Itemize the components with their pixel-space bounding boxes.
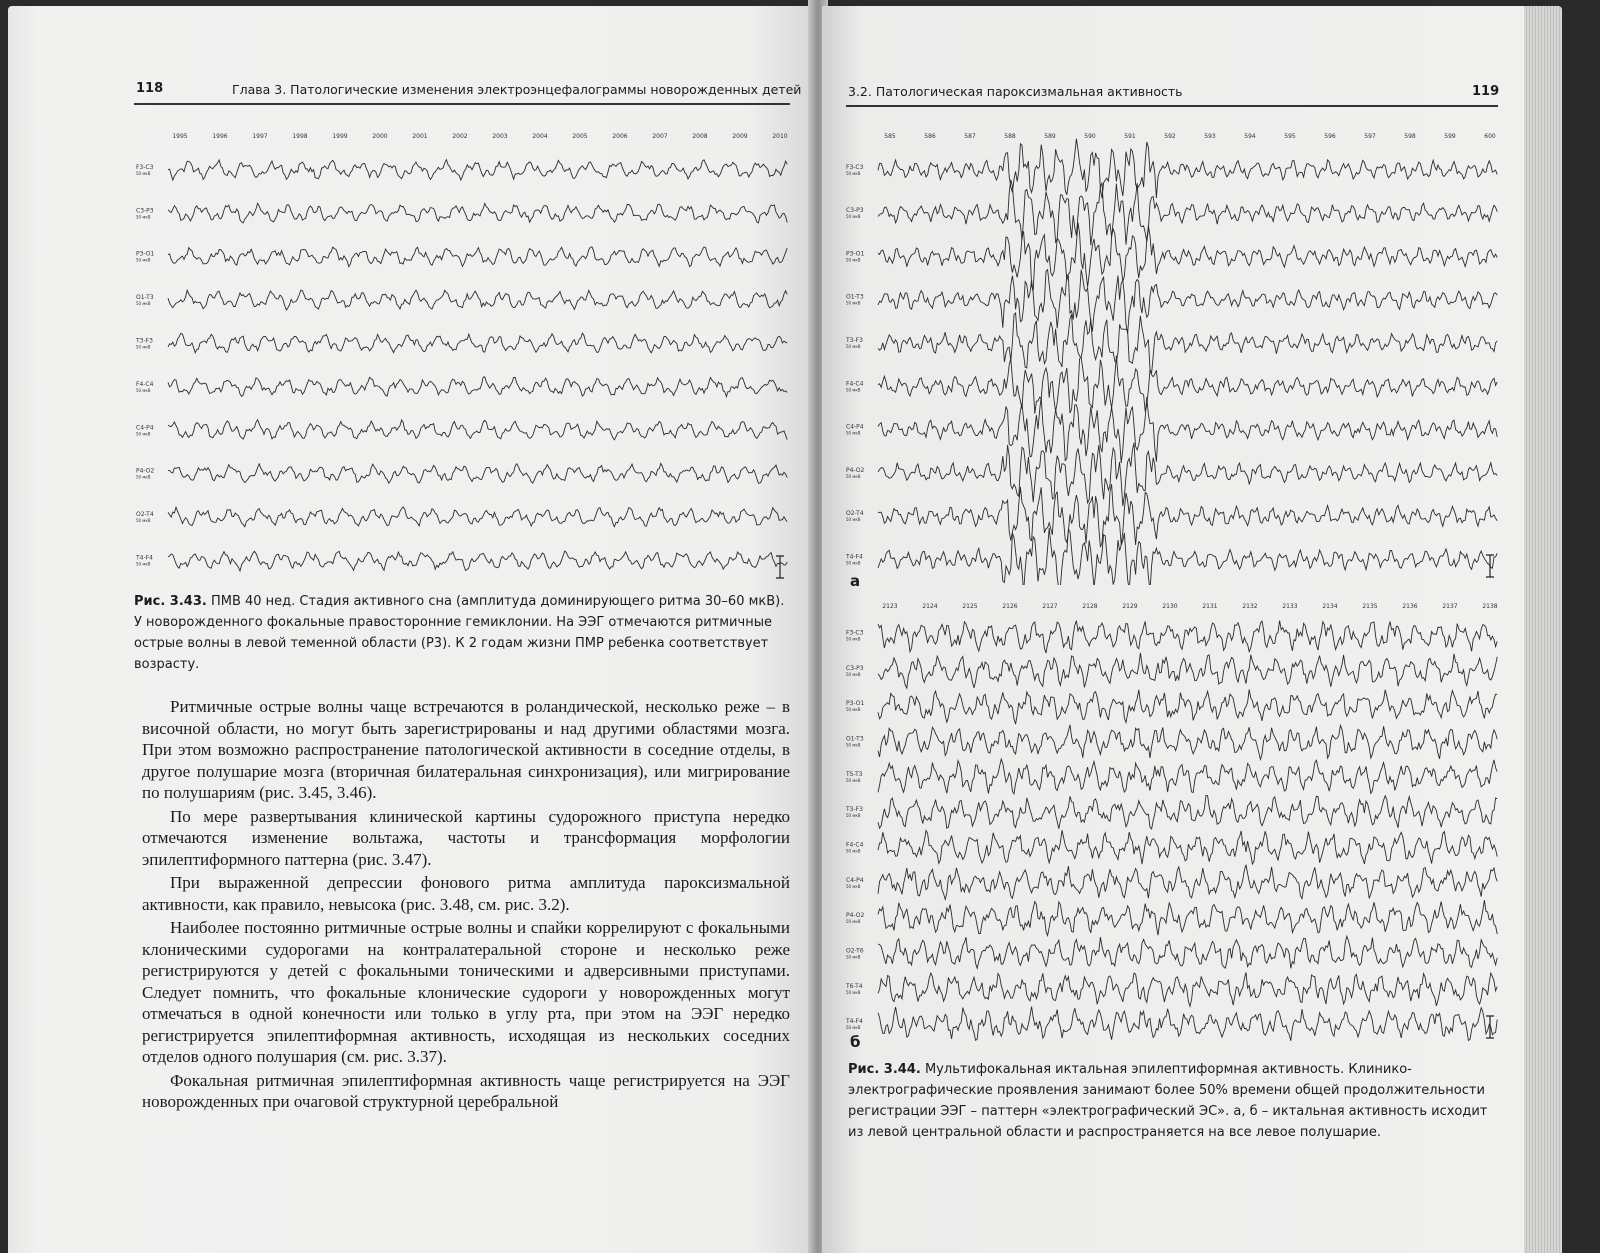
time-tick-label: 1995 (172, 133, 188, 140)
channel-scale: 50 мкВ (846, 919, 861, 925)
channel-label: O2-T6 (846, 947, 864, 955)
time-tick-label: 1997 (252, 133, 268, 140)
time-tick-label: 2009 (732, 133, 748, 140)
eeg-trace (878, 139, 1497, 198)
eeg-figure-3-44a (844, 130, 1504, 585)
eeg-trace (878, 528, 1497, 585)
time-tick-label: 593 (1204, 133, 1216, 140)
time-tick-label: 2133 (1282, 603, 1298, 610)
channel-scale: 50 мкВ (846, 813, 861, 819)
time-tick-label: 2010 (772, 133, 788, 140)
channel-label: C3-P3 (846, 664, 864, 672)
channel-scale: 50 мкВ (136, 170, 151, 176)
time-tick-label: 598 (1404, 133, 1416, 140)
eeg-svg (844, 600, 1504, 1046)
time-tick-label: 599 (1444, 133, 1456, 140)
eeg-figure-3-43 (134, 130, 794, 586)
panel-label-b: б (850, 1033, 861, 1051)
channel-label: F4-C4 (136, 380, 154, 388)
channel-label: T3-F3 (846, 806, 863, 814)
eeg-trace (878, 689, 1497, 724)
caption-label: Рис. 3.44. (848, 1062, 921, 1077)
caption-text: Мультифокальная иктальная эпилептиформная активность. Клинико-электрографические проявления занимают более 50% времени общей продолжительности регистрации ЭЭГ – паттерн «электрографический ЭС». а, б – иктальная активность исходит из левой центральной области и распространяется на все левое полушарие. (848, 1062, 1488, 1140)
time-tick-label: 585 (884, 133, 896, 140)
channel-label: P4-O2 (136, 467, 155, 475)
time-tick-label: 2006 (612, 133, 628, 140)
channel-label: O2-T4 (846, 510, 864, 518)
channel-label: F3-C3 (136, 163, 154, 171)
time-tick-label: 596 (1324, 133, 1336, 140)
channel-scale: 50 мкВ (136, 387, 151, 393)
channel-scale: 50 мкВ (846, 954, 861, 960)
eeg-trace (878, 795, 1497, 829)
eeg-trace (168, 203, 787, 223)
channel-scale: 50 мкВ (846, 257, 861, 263)
time-tick-label: 2001 (412, 133, 428, 140)
channel-scale: 50 мкВ (136, 518, 151, 524)
time-tick-label: 2127 (1042, 603, 1058, 610)
channel-scale: 50 мкВ (846, 707, 861, 713)
channel-scale: 50 мкВ (846, 560, 861, 566)
channel-label: C4-P4 (846, 423, 864, 431)
paragraph: Наиболее постоянно ритмичные острые волны и спайки коррелируют с фокальными клоническими судорогами на контралатеральной стороне и несколько реже регистрируются у детей с фокальными тоническими и адверсивными приступами. Следует помнить, что фокальные клонические судороги у новорожденных могут отмечаться в одной конечности или только в углу рта, при этом на ЭЭГ нередко регистрируется эпилептиформная активность, исходящая из нескольких соседних отделов одного полушария (см. рис. 3.37). (142, 918, 790, 1066)
eeg-svg (844, 130, 1504, 585)
time-tick-label: 2125 (962, 603, 978, 610)
channel-scale: 50 мкВ (846, 473, 861, 479)
time-tick-label: 586 (924, 133, 936, 140)
channel-label: T3-F3 (136, 337, 153, 345)
time-tick-label: 2005 (572, 133, 588, 140)
channel-label: P4-O2 (846, 466, 865, 474)
eeg-trace (878, 443, 1497, 506)
time-tick-label: 2004 (532, 133, 548, 140)
caption-label: Рис. 3.43. (134, 594, 207, 609)
header-rule (846, 105, 1498, 107)
eeg-trace (168, 290, 787, 310)
channel-label: T4-F4 (846, 553, 863, 561)
eeg-trace (878, 484, 1497, 547)
channel-label: P4-O2 (846, 912, 865, 920)
eeg-trace (878, 621, 1497, 654)
running-head: 3.2. Патологическая пароксизмальная активность (848, 84, 1183, 99)
channel-scale: 50 мкВ (846, 430, 861, 436)
channel-label: F4-C4 (846, 380, 864, 388)
eeg-trace (878, 223, 1497, 291)
time-tick-label: 2002 (452, 133, 468, 140)
channel-label: O2-T4 (136, 511, 154, 519)
time-tick-label: 2137 (1442, 603, 1458, 610)
channel-scale: 50 мкВ (846, 671, 861, 677)
channel-scale: 50 мкВ (136, 301, 151, 307)
channel-scale: 50 мкВ (136, 431, 151, 437)
header-rule (134, 103, 790, 105)
channel-scale: 50 мкВ (846, 742, 861, 748)
calibration-bar (776, 556, 784, 578)
channel-label: C3-P3 (846, 207, 864, 215)
eeg-trace (878, 653, 1497, 688)
figure-caption (848, 1059, 1498, 1143)
channel-scale: 50 мкВ (136, 474, 151, 480)
channel-label: O1-T3 (136, 294, 154, 302)
eeg-trace (878, 1007, 1497, 1041)
eeg-trace (878, 830, 1497, 864)
time-tick-label: 2135 (1362, 603, 1378, 610)
page-edge (1524, 6, 1562, 1253)
time-tick-label: 2124 (922, 603, 938, 610)
channel-label: P3-O1 (136, 250, 155, 258)
channel-label: T5-T3 (846, 770, 863, 778)
page-number: 119 (1472, 84, 1500, 99)
time-tick-label: 2134 (1322, 603, 1338, 610)
channel-scale: 50 мкВ (136, 257, 151, 263)
eeg-trace (878, 270, 1497, 334)
channel-scale: 50 мкВ (846, 517, 861, 523)
channel-label: O1-T3 (846, 293, 864, 301)
eeg-trace (168, 247, 787, 267)
time-tick-label: 1998 (292, 133, 308, 140)
eeg-trace (878, 313, 1497, 373)
time-tick-label: 2003 (492, 133, 508, 140)
paragraph: При выраженной депрессии фонового ритма амплитуда пароксизмальной активности, как правило, невысока (рис. 3.48, см. рис. 3.2). (142, 873, 790, 914)
eeg-trace (168, 551, 787, 571)
eeg-figure-3-44b (844, 600, 1504, 1046)
page-number: 118 (136, 81, 164, 96)
channel-scale: 50 мкВ (136, 344, 151, 350)
time-tick-label: 590 (1084, 133, 1096, 140)
channel-scale: 50 мкВ (846, 387, 861, 393)
time-tick-label: 600 (1484, 133, 1496, 140)
channel-label: C4-P4 (846, 876, 864, 884)
channel-label: C3-P3 (136, 207, 154, 215)
figure-caption (134, 591, 790, 675)
channel-scale: 50 мкВ (846, 848, 861, 854)
eeg-trace (878, 900, 1497, 935)
channel-scale: 50 мкВ (846, 170, 861, 176)
channel-scale: 50 мкВ (846, 883, 861, 889)
eeg-trace (878, 397, 1497, 463)
channel-label: F3-C3 (846, 163, 864, 171)
eeg-trace (168, 377, 787, 397)
time-tick-label: 1999 (332, 133, 348, 140)
time-tick-label: 2130 (1162, 603, 1178, 610)
time-tick-label: 2000 (372, 133, 388, 140)
channel-label: T6-T4 (846, 982, 863, 990)
time-tick-label: 2008 (692, 133, 708, 140)
time-tick-label: 592 (1164, 133, 1176, 140)
time-tick-label: 2007 (652, 133, 668, 140)
time-tick-label: 2123 (882, 603, 898, 610)
body-text (142, 696, 790, 1115)
time-tick-label: 2129 (1122, 603, 1138, 610)
time-tick-label: 2136 (1402, 603, 1418, 610)
channel-label: C4-P4 (136, 424, 154, 432)
channel-scale: 50 мкВ (846, 777, 861, 783)
right-page (822, 6, 1562, 1253)
time-tick-label: 2126 (1002, 603, 1018, 610)
eeg-trace (168, 463, 787, 483)
channel-label: T3-F3 (846, 337, 863, 345)
time-tick-label: 588 (1004, 133, 1016, 140)
channel-label: F3-C3 (846, 629, 864, 637)
eeg-trace (878, 936, 1497, 968)
paragraph: Фокальная ритмичная эпилептиформная активность чаще регистрируется на ЭЭГ новорожденных при очаговой структурной церебральной (142, 1070, 790, 1111)
running-head: Глава 3. Патологические изменения электроэнцефалограммы новорожденных детей (232, 82, 802, 97)
time-tick-label: 2132 (1242, 603, 1258, 610)
channel-label: P3-O1 (846, 250, 865, 258)
eeg-trace (168, 160, 787, 180)
channel-scale: 50 мкВ (846, 300, 861, 306)
channel-label: O1-T3 (846, 735, 864, 743)
time-tick-label: 591 (1124, 133, 1136, 140)
channel-scale: 50 мкВ (846, 344, 861, 350)
time-tick-label: 589 (1044, 133, 1056, 140)
eeg-trace (878, 180, 1497, 246)
caption-text: ПМВ 40 нед. Стадия активного сна (амплитуда доминирующего ритма 30–60 мкВ). У новорожденного фокальные правосторонние гемиклонии. На ЭЭГ отмечаются ритмичные острые волны в левой теменной области (P3). К 2 годам жизни ПМР ребенка соответствует возрасту. (134, 594, 785, 672)
channel-label: P3-O1 (846, 700, 865, 708)
eeg-trace (878, 865, 1497, 900)
channel-label: F4-C4 (846, 841, 864, 849)
time-tick-label: 594 (1244, 133, 1256, 140)
channel-scale: 50 мкВ (846, 636, 861, 642)
channel-scale: 50 мкВ (136, 214, 151, 220)
channel-scale: 50 мкВ (136, 561, 151, 567)
channel-scale: 50 мкВ (846, 214, 861, 220)
paragraph: По мере развертывания клинической картины судорожного приступа нередко отмечаются изменение вольтажа, частоты и трансформация морфологии эпилептиформного паттерна (рис. 3.47). (142, 806, 790, 869)
eeg-trace (168, 333, 787, 353)
eeg-svg (134, 130, 794, 586)
eeg-trace (878, 972, 1497, 1006)
eeg-trace (878, 759, 1497, 794)
time-tick-label: 597 (1364, 133, 1376, 140)
paragraph: Ритмичные острые волны чаще встречаются в роландической, несколько реже – в височной области, но могут быть зарегистрированы и над другими областями мозга. При этом возможно распространение патологической активности в соседние отделы, в другое полушарие мозга (вторичная билатеральная синхронизация), или мигрирование по полушариям (рис. 3.45, 3.46). (142, 697, 790, 802)
eeg-trace (168, 507, 787, 527)
panel-label-a: а (850, 572, 861, 590)
time-tick-label: 1996 (212, 133, 228, 140)
time-tick-label: 595 (1284, 133, 1296, 140)
time-tick-label: 2138 (1482, 603, 1498, 610)
eeg-trace (878, 356, 1497, 414)
time-tick-label: 587 (964, 133, 976, 140)
time-tick-label: 2128 (1082, 603, 1098, 610)
channel-scale: 50 мкВ (846, 1025, 861, 1031)
channel-label: T4-F4 (136, 554, 153, 562)
channel-label: T4-F4 (846, 1018, 863, 1026)
eeg-trace (168, 420, 787, 440)
time-tick-label: 2131 (1202, 603, 1218, 610)
eeg-trace (878, 725, 1497, 760)
left-page (8, 6, 814, 1253)
channel-scale: 50 мкВ (846, 989, 861, 995)
